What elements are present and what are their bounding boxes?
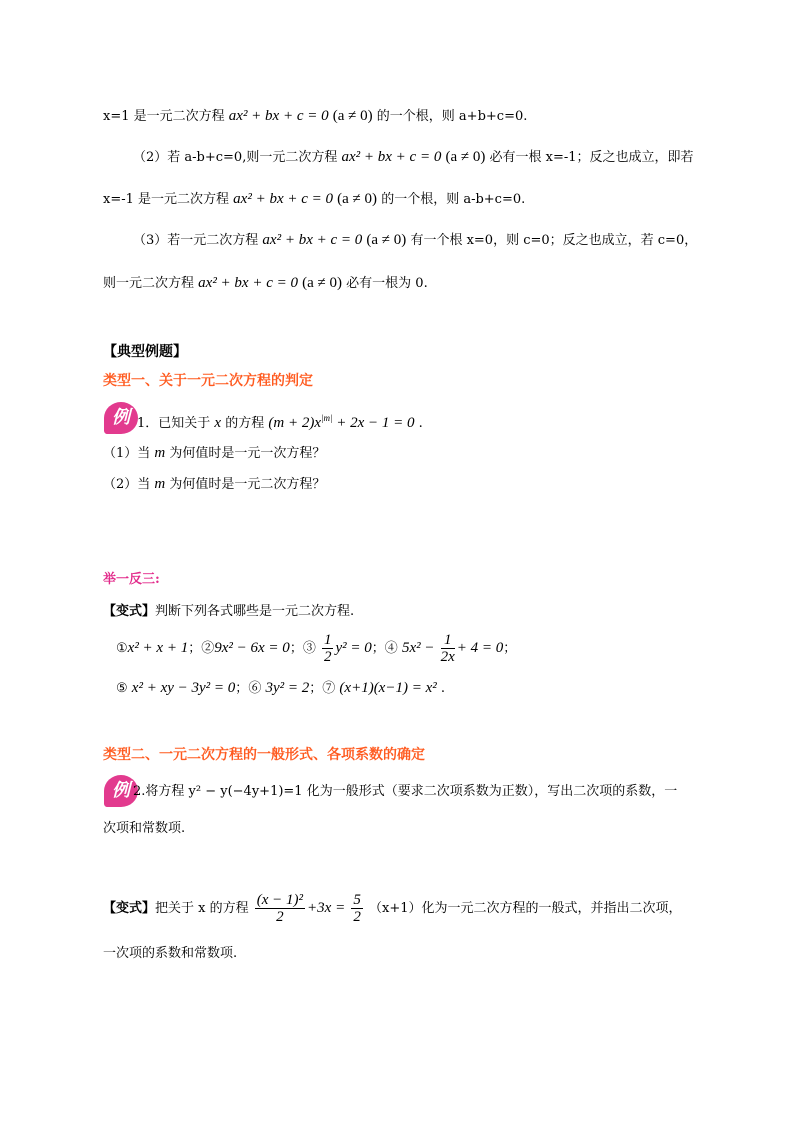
example1-question: 1．已知关于 x 的方程 $(m + 2)x^{|m|} + 2x - 1 = 0$ . [137, 413, 423, 431]
variant1-row1: ①x² + x + 1；②9x² − 6x = 0；③ $\frac{1}{2}$ y² = 0；④ 5x² − $\frac{1}{2x}$ + 4 = 0； [116, 632, 517, 665]
property-3: （3）若一元二次方程 ax² + bx + c = 0 (a ≠ 0) 有一个根 x=0，则 c=0；反之也成立，若 c=0， [133, 232, 698, 248]
example1-equation: $(m + 2)x^{|m|} + 2x - 1 = 0$ [268, 413, 415, 431]
property-2: （2）若 a-b+c=0,则一元二次方程 ax² + bx + c = 0 (a ≠ 0) 必有一根 x=-1；反之也成立，即若 [133, 149, 694, 165]
practice-title: 举一反三: [103, 572, 160, 587]
general-equation: ax² + bx + c = 0 [198, 275, 298, 291]
example-badge-icon: 例 [104, 402, 138, 434]
property-2-tail: x=-1 是一元二次方程 ax² + bx + c = 0 (a ≠ 0) 的一个根，则 a-b+c=0. [103, 191, 526, 207]
fraction-five-halves: $\frac{5}{2}$ [353, 892, 361, 925]
fraction-one-half: $\frac{1}{2}$ [323, 632, 332, 665]
variant1-intro: 【变式】判断下列各式哪些是一元二次方程. [103, 604, 355, 619]
example1-sub2: （2）当 m 为何值时是一元二次方程？ [103, 476, 326, 492]
general-equation: ax² + bx + c = 0 [228, 108, 329, 124]
type2-title: 类型二、一元二次方程的一般形式、各项系数的确定 [103, 747, 425, 763]
example1-sub1: （1）当 m 为何值时是一元一次方程？ [103, 445, 326, 461]
property-1-tail: x=1 是一元二次方程 ax² + bx + c = 0 (a ≠ 0) 的一个根，则 a+b+c=0. [103, 108, 528, 124]
variant2-line1: 【变式】把关于 x 的方程 $\frac{\text{(x − 1)²}}{2}$ +3x = $\frac{5}{2}$ （x+1）化为一元二次方程的一般式，并指出二次项， [103, 892, 682, 925]
property-3-tail: 则一元二次方程 ax² + bx + c = 0 (a ≠ 0) 必有一根为 0. [103, 275, 428, 291]
fraction-one-over-2x: $\frac{1}{2x}$ [440, 632, 455, 665]
type1-title: 类型一、关于一元二次方程的判定 [103, 373, 313, 389]
fraction-x-minus-1-squared-over-2: $\frac{\text{(x − 1)²}}{2}$ [256, 892, 304, 925]
general-equation: ax² + bx + c = 0 [341, 149, 442, 165]
general-equation: ax² + bx + c = 0 [233, 191, 334, 207]
section-header: 【典型例题】 [103, 344, 187, 360]
example2-question-line1: 2.将方程 y² − y(−4y+1)=1 化为一般形式（要求二次项系数为正数），写出二次项的系数，一 [133, 784, 678, 799]
example2-question-line2: 次项和常数项. [103, 821, 186, 836]
variant2-line2: 一次项的系数和常数项. [103, 946, 238, 961]
example-badge-icon: 例 [104, 775, 138, 807]
general-equation: ax² + bx + c = 0 [262, 232, 363, 248]
variant1-row2: ⑤ x² + xy − 3y² = 0；⑥ 3y² = 2；⑦ (x+1)(x−1) = x² . [116, 680, 446, 696]
